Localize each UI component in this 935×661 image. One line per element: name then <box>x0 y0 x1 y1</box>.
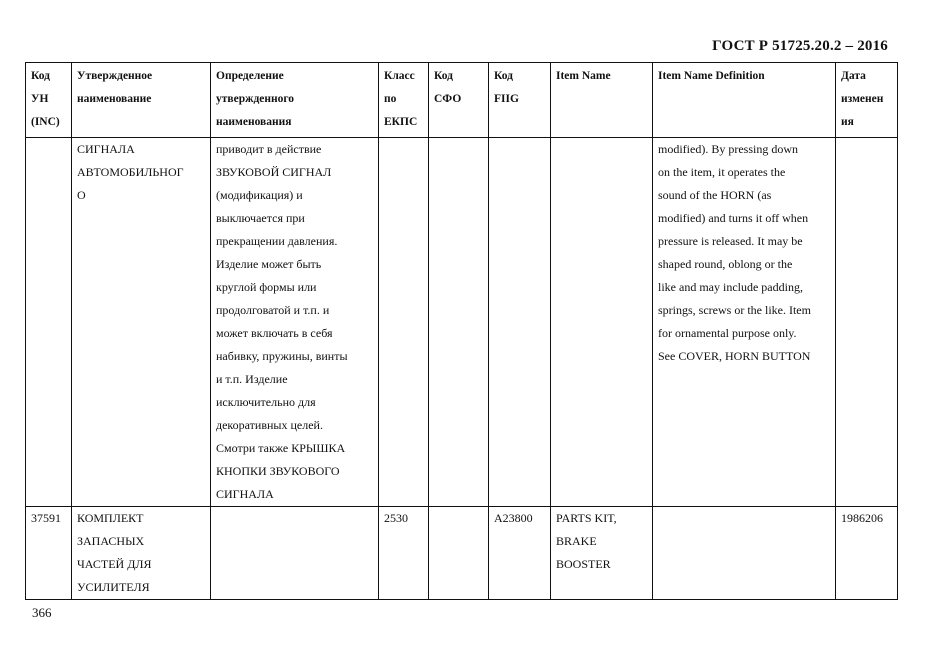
col-header-approved-name: Утвержденное наименование <box>72 63 211 138</box>
cell-item-name-definition: modified). By pressing down on the item, it operates the sound of the HORN (as modified) and turns it off when pressure is released. It may be shaped round, oblong or the like and may include padding, springs, screws or the like. Item for ornamental purpose only. See COVER, HORN BUTTON <box>653 138 836 507</box>
col-header-item-name: Item Name <box>551 63 653 138</box>
cell-change-date <box>836 138 898 507</box>
col-header-inc-code: Код УН (INC) <box>26 63 72 138</box>
cell-item-name: PARTS KIT, BRAKE BOOSTER <box>551 507 653 600</box>
cell-fiig-code: A23800 <box>489 507 551 600</box>
cell-item-name-definition <box>653 507 836 600</box>
table-row <box>26 507 898 600</box>
col-header-change-date: Дата изменен ия <box>836 63 898 138</box>
cell-sfo-code <box>429 138 489 507</box>
document-title: ГОСТ Р 51725.20.2 – 2016 <box>712 38 888 54</box>
catalog-table <box>25 62 898 600</box>
page-number: 366 <box>32 605 52 620</box>
table-row <box>26 138 898 507</box>
col-header-item-name-definition: Item Name Definition <box>653 63 836 138</box>
table-header-row <box>26 63 898 138</box>
cell-inc-code <box>26 138 72 507</box>
cell-approved-name: СИГНАЛА АВТОМОБИЛЬНОГ О <box>72 138 211 507</box>
cell-ekps-class: 2530 <box>379 507 429 600</box>
cell-sfo-code <box>429 507 489 600</box>
cell-ekps-class <box>379 138 429 507</box>
col-header-definition: Определение утвержденного наименования <box>211 63 379 138</box>
col-header-ekps-class: Класс по ЕКПС <box>379 63 429 138</box>
cell-definition <box>211 507 379 600</box>
cell-inc-code: 37591 <box>26 507 72 600</box>
col-header-sfo-code: Код СФО <box>429 63 489 138</box>
cell-approved-name: КОМПЛЕКТ ЗАПАСНЫХ ЧАСТЕЙ ДЛЯ УСИЛИТЕЛЯ <box>72 507 211 600</box>
cell-fiig-code <box>489 138 551 507</box>
cell-definition: приводит в действие ЗВУКОВОЙ СИГНАЛ (модификация) и выключается при прекращении давления. Изделие может быть круглой формы или продолговатой и т.п. и может включать в себя набивку, пружины, винты и т.п. Изделие исключительно для декоративных целей. Смотри также КРЫШКА КНОПКИ ЗВУКОВОГО СИГНАЛА <box>211 138 379 507</box>
col-header-fiig-code: Код FIIG <box>489 63 551 138</box>
cell-change-date: 1986206 <box>836 507 898 600</box>
cell-item-name <box>551 138 653 507</box>
